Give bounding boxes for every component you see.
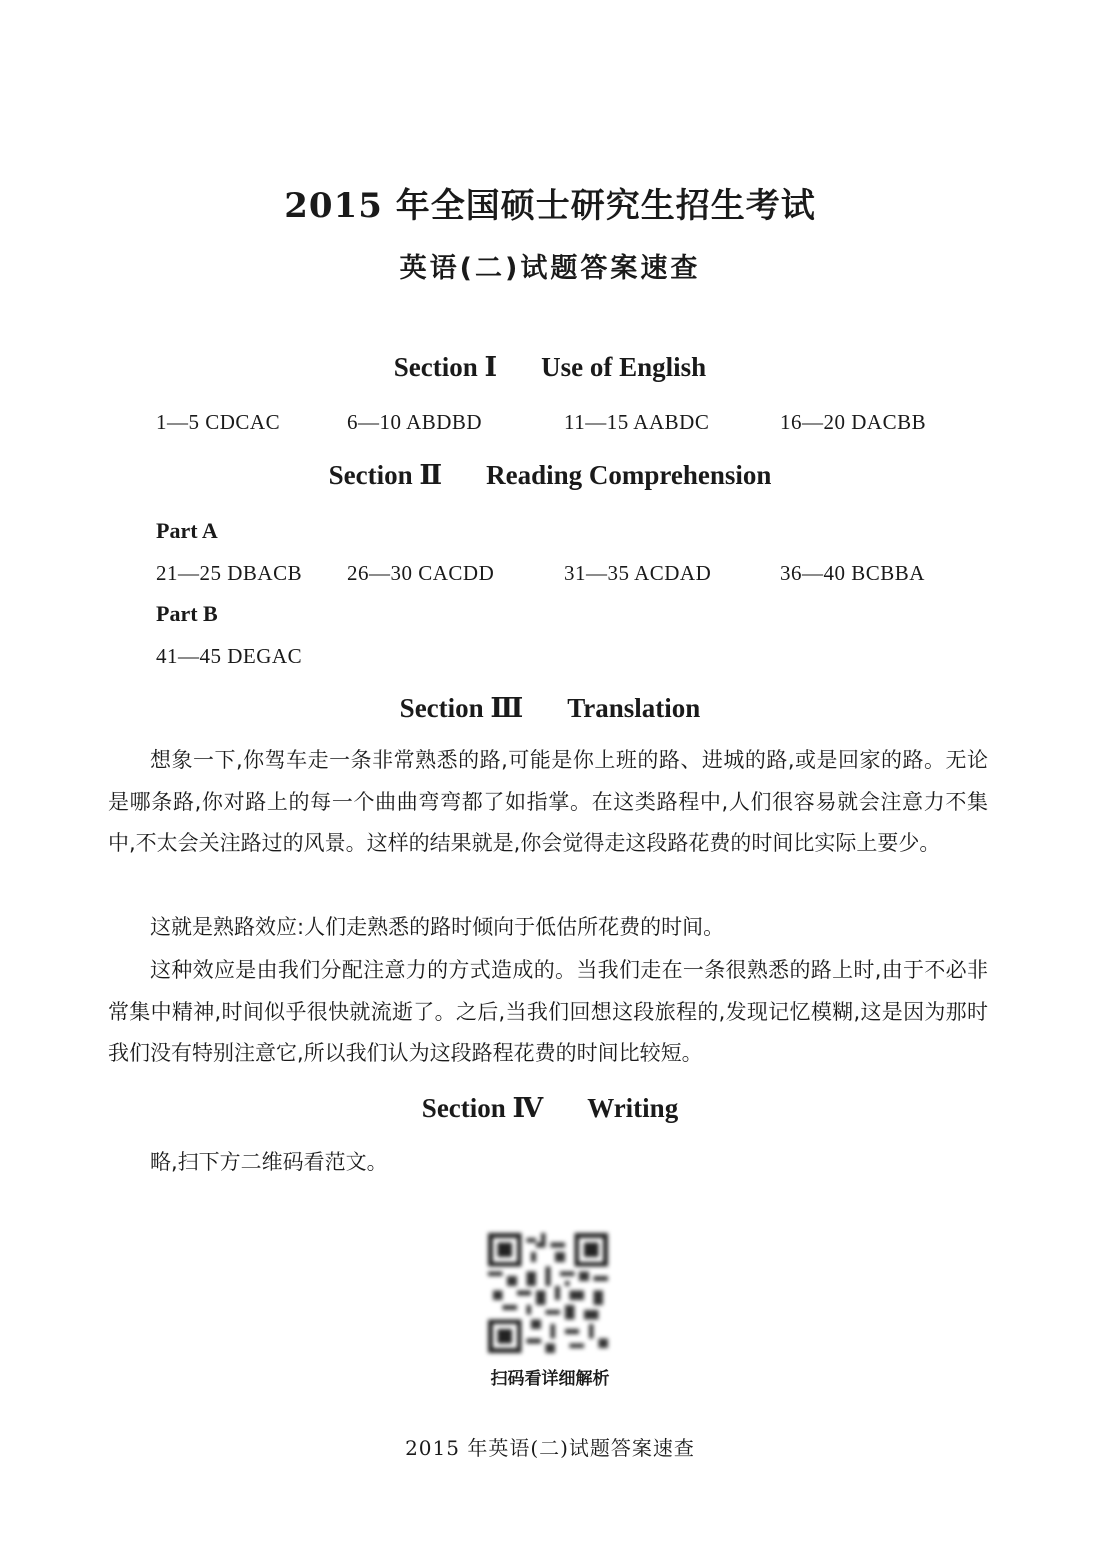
section-1-name: Use of English [541, 352, 707, 382]
section-3-name: Translation [567, 693, 701, 723]
answer-group: 36—40 BCBBA [780, 561, 925, 585]
writing-note: 略,扫下方二维码看范文。 [150, 1150, 388, 1174]
section-4-heading [0, 1093, 1100, 1124]
section-1-heading [0, 352, 1100, 383]
section-3-heading [0, 693, 1100, 724]
answer-group: 6—10 ABDBD [347, 410, 483, 434]
answer-group: 31—35 ACDAD [564, 561, 712, 585]
section-4-name: Writing [587, 1093, 679, 1123]
part-b-label: Part B [156, 601, 218, 626]
section-2-name: Reading Comprehension [486, 460, 772, 490]
answer-group: 26—30 CACDD [347, 561, 495, 585]
section-2-heading [0, 460, 1100, 491]
translation-paragraph: 这就是熟路效应:人们走熟悉的路时倾向于低估所花费的时间。 [150, 915, 725, 939]
page-subtitle: 英语(二)试题答案速查 [399, 253, 701, 284]
qr-code[interactable] [488, 1233, 608, 1353]
qr-code-image [488, 1233, 608, 1353]
answer-group: 21—25 DBACB [156, 561, 303, 585]
part-a-label: Part A [156, 518, 218, 543]
page-footer: 2015 年英语(二)试题答案速查 [405, 1436, 695, 1460]
answer-group: 16—20 DACBB [780, 410, 927, 434]
qr-caption: 扫码看详细解析 [490, 1369, 610, 1389]
page-title: 2015 年全国硕士研究生招生考试 [284, 186, 816, 226]
translation-paragraph: 想象一下,你驾车走一条非常熟悉的路,可能是你上班的路、进城的路,或是回家的路。无论是哪条路,你对路上的每一个曲曲弯弯都了如指掌。在这类路程中,人们很容易就会注意力不集中,不太会关注路过的风景。这样的结果就是,你会觉得走这段路花费的时间比实际上要少。 [108, 748, 988, 855]
answer-group: 11—15 AABDC [564, 410, 710, 434]
section-4-label: Section Ⅳ [421, 1093, 544, 1123]
section-2-label: Section Ⅱ [328, 460, 443, 490]
answer-group: 41—45 DEGAC [156, 644, 303, 668]
section-1-label: Section Ⅰ [393, 352, 498, 382]
answer-group: 1—5 CDCAC [156, 410, 281, 434]
section-3-label: Section Ⅲ [399, 693, 524, 723]
translation-paragraph: 这种效应是由我们分配注意力的方式造成的。当我们走在一条很熟悉的路上时,由于不必非常集中精神,时间似乎很快就流逝了。之后,当我们回想这段旅程的,发现记忆模糊,这是因为那时我们没有特别注意它,所以我们认为这段路程花费的时间比较短。 [108, 958, 988, 1065]
